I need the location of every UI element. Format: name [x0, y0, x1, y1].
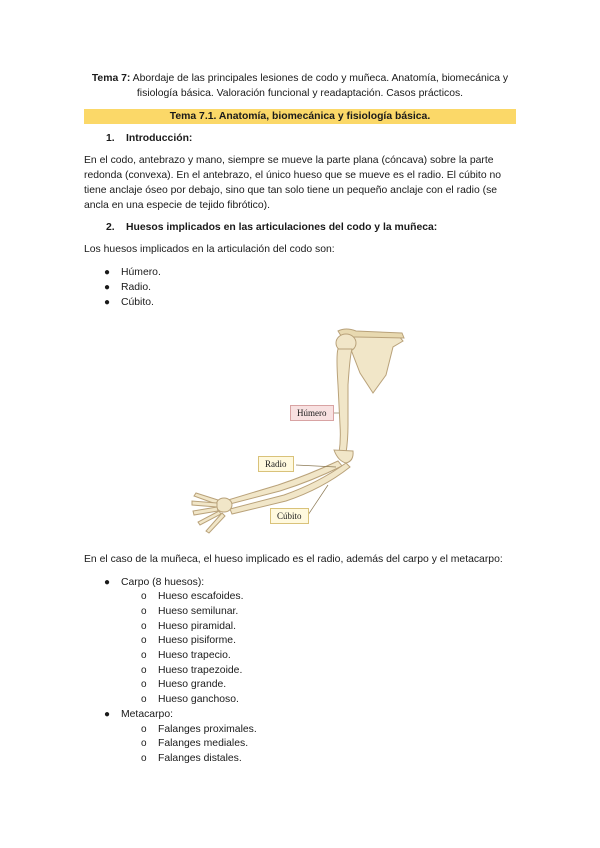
bullet-icon: ● [104, 267, 111, 278]
bullet-icon: ● [104, 297, 111, 308]
list-item [141, 722, 257, 737]
circle-bullet-icon: o [141, 694, 147, 705]
metacarpo-item: Falanges distales. [158, 753, 242, 764]
bone-cubito: Cúbito. [121, 297, 154, 308]
carpo-item: Hueso pisiforme. [158, 635, 236, 646]
arm-skeleton-figure [188, 325, 418, 543]
wrist-paragraph: En el caso de la muñeca, el hueso implicado es el radio, además del carpo y el metacarpo: [84, 554, 503, 565]
circle-bullet-icon: o [141, 665, 147, 676]
section-1-number: 1. [106, 133, 115, 144]
list-item [104, 295, 154, 310]
bullet-icon: ● [104, 577, 111, 588]
list-item [141, 677, 227, 692]
section-2-heading [84, 220, 437, 235]
section-2-paragraph: Los huesos implicados en la articulación del codo son: [84, 244, 335, 255]
topic-label: Tema 7: [91, 73, 131, 84]
list-item [141, 633, 236, 648]
circle-bullet-icon: o [141, 606, 147, 617]
carpo-item: Hueso trapecio. [158, 650, 231, 661]
circle-bullet-icon: o [141, 753, 147, 764]
list-item [141, 736, 249, 751]
bone-humero: Húmero. [121, 267, 161, 278]
metacarpo-title [104, 707, 173, 722]
list-item [141, 663, 243, 678]
section-1-paragraph: En el codo, antebrazo y mano, siempre se mueve la parte plana (cóncava) sobre la parte redonda (convexa). En el antebrazo, el único hueso que se mueve es el radio. El cúbito no tiene anclaje óseo por debajo, sino que tan solo tiene un pequeño anclaje con el radio (se ancla en una especie de tejido fibrótico). [84, 155, 502, 211]
carpo-item: Hueso semilunar. [158, 606, 239, 617]
list-item [141, 648, 231, 663]
list-item [141, 619, 236, 634]
metacarpo-title-text: Metacarpo: [121, 709, 173, 720]
section-1-heading [84, 131, 192, 146]
label-radio: Radio [258, 456, 294, 472]
bullet-icon: ● [104, 709, 111, 720]
metacarpo-item: Falanges proximales. [158, 724, 257, 735]
carpo-item: Hueso grande. [158, 679, 227, 690]
section-band: Tema 7.1. Anatomía, biomecánica y fisiología básica. [84, 109, 516, 124]
circle-bullet-icon: o [141, 738, 147, 749]
carpo-item: Hueso escafoides. [158, 591, 244, 602]
bullet-icon: ● [104, 282, 111, 293]
topic-text: Abordaje de las principales lesiones de codo y muñeca. Anatomía, biomecánica y fisiología básica. Valoración funcional y readaptación. Casos prácticos. [130, 73, 509, 99]
list-item [104, 280, 152, 295]
carpo-title [104, 575, 205, 590]
circle-bullet-icon: o [141, 650, 147, 661]
circle-bullet-icon: o [141, 591, 147, 602]
label-humero: Húmero [290, 405, 334, 421]
section-2-title: Huesos implicados en las articulaciones del codo y la muñeca: [126, 222, 438, 233]
bone-radio: Radio. [121, 282, 152, 293]
label-cubito: Cúbito [270, 508, 309, 524]
circle-bullet-icon: o [141, 679, 147, 690]
topic-header [84, 71, 516, 101]
metacarpo-item: Falanges mediales. [158, 738, 249, 749]
carpo-item: Hueso trapezoide. [158, 665, 243, 676]
list-item [141, 751, 242, 766]
circle-bullet-icon: o [141, 621, 147, 632]
circle-bullet-icon: o [141, 724, 147, 735]
circle-bullet-icon: o [141, 635, 147, 646]
list-item [141, 692, 239, 707]
section-1-title: Introducción: [126, 133, 193, 144]
carpo-item: Hueso ganchoso. [158, 694, 239, 705]
carpo-item: Hueso piramidal. [158, 621, 236, 632]
list-item [104, 265, 161, 280]
list-item [141, 589, 244, 604]
section-2-number: 2. [106, 222, 115, 233]
list-item [141, 604, 239, 619]
carpo-title-text: Carpo (8 huesos): [121, 577, 205, 588]
